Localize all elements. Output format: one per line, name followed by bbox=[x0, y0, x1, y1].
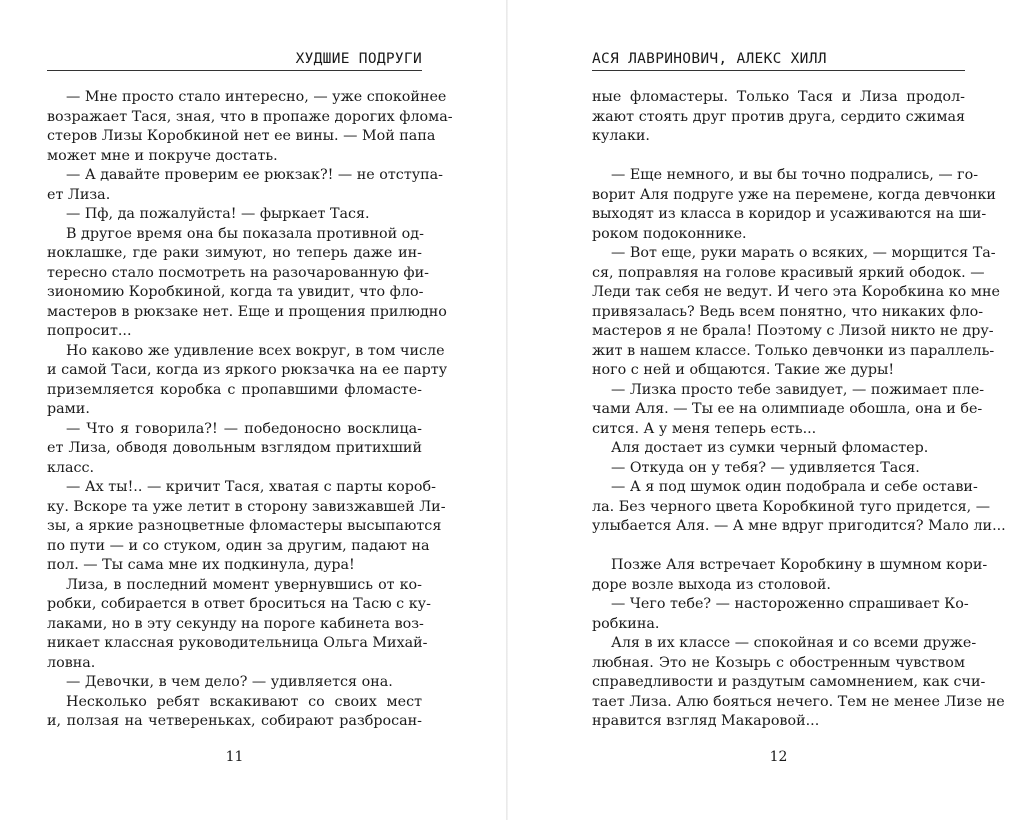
text-line: — Еще немного, и вы бы точно подрались, — го- bbox=[611, 167, 979, 183]
text-line: улыбается Аля. — А мне вдруг пригодится? Мало ли... bbox=[592, 518, 1006, 534]
text-line: ноклашке, где раки зимуют, но теперь даже ин- bbox=[47, 245, 422, 261]
text-line: Аля достает из сумки черный фломастер. bbox=[611, 440, 929, 456]
text-line: привязалась? Ведь всем понятно, что никаких фло- bbox=[592, 303, 984, 320]
text-line: — Пф, да пожалуйста! — фыркает Тася. bbox=[66, 206, 370, 222]
right-page-text bbox=[592, 88, 1006, 732]
text-line: справедливости и раздутым самомнением, как счи- bbox=[592, 674, 986, 690]
running-head-right: АСЯ ЛАВРИНОВИЧ, АЛЕКС ХИЛЛ bbox=[592, 50, 965, 71]
text-line: класс. bbox=[47, 459, 95, 476]
text-line: робки, собирается в ответ броситься на Тасю с ку- bbox=[47, 596, 431, 612]
text-line: по пути — и со стуком, один за другим, падают на bbox=[47, 537, 430, 554]
text-line: чами Аля. — Ты ее на олимпиаде обошла, она и бе- bbox=[592, 401, 983, 417]
text-line: ные фломастеры. Только Тася и Лиза продол- bbox=[592, 89, 965, 105]
text-line: робкина. bbox=[592, 615, 660, 632]
text-line: кулаки. bbox=[592, 128, 650, 144]
text-line: Леди так себя не ведут. И чего эта Коробкина ко мне bbox=[592, 284, 1000, 300]
text-line: — Ах ты!.. — кричит Тася, хватая с парты короб- bbox=[66, 479, 436, 495]
text-line: и самой Таси, когда из яркого рюкзачка на ее парту bbox=[47, 362, 448, 378]
text-line: мастеров я не брала! Поэтому с Лизой никто не дру- bbox=[592, 323, 994, 339]
text-line: выходят из класса в коридор и усаживаются на ши- bbox=[592, 206, 987, 222]
page-number-left: 11 bbox=[225, 749, 244, 765]
text-line: доре возле выхода из столовой. bbox=[592, 576, 831, 593]
text-line: ного с ней и общаются. Такие же дуры! bbox=[592, 362, 895, 378]
text-line: никает классная руководительница Ольга Михай- bbox=[47, 635, 428, 651]
text-line: приземляется коробка с пропавшими фломасте- bbox=[47, 381, 422, 398]
text-line: лаками, но в эту секунду на пороге кабинета воз- bbox=[47, 615, 424, 632]
text-line: ла. Без черного цвета Коробкиной туго придется, — bbox=[592, 498, 991, 515]
text-line: мастеров в рюкзаке нет. Еще и прощения прилюдно bbox=[47, 303, 447, 320]
book-gutter bbox=[506, 0, 508, 820]
text-line: возражает Тася, зная, что в пропаже дорогих флома- bbox=[47, 108, 453, 125]
text-line: Но каково же удивление всех вокруг, в том числе bbox=[66, 342, 445, 359]
text-line: — Вот еще, руки марать о всяких, — морщится Та- bbox=[611, 245, 996, 261]
text-line: Позже Аля встречает Коробкину в шумном кори- bbox=[611, 557, 988, 573]
text-line: нравится взгляд Макаровой... bbox=[592, 713, 820, 729]
left-page-text bbox=[47, 88, 453, 732]
page-number-right: 12 bbox=[769, 749, 788, 765]
text-line: ет Лиза. bbox=[47, 186, 111, 203]
text-line: ку. Вскоре та уже летит в сторону завизжавшей Ли- bbox=[47, 498, 446, 515]
text-line: — Девочки, в чем дело? — удивляется она. bbox=[66, 674, 393, 690]
text-line: ловна. bbox=[47, 654, 96, 671]
text-line: зы, а яркие разноцветные фломастеры высыпаются bbox=[47, 518, 442, 534]
running-head-left: ХУДШИЕ ПОДРУГИ bbox=[47, 50, 422, 71]
text-line: ся, поправляя на голове красивый яркий ободок. — bbox=[592, 264, 985, 281]
text-line: попросит... bbox=[47, 323, 132, 339]
left-page bbox=[47, 0, 453, 820]
right-page bbox=[592, 0, 1006, 820]
text-line: стеров Лизы Коробкиной нет ее вины. — Мой папа bbox=[47, 128, 436, 144]
text-line: любная. Это не Козырь с обостренным чувством bbox=[592, 654, 965, 671]
text-line: сится. А у меня теперь есть... bbox=[592, 420, 817, 437]
text-line: — Что я говорила?! — победоносно восклица- bbox=[66, 420, 422, 437]
text-line: зиономию Коробкиной, когда та увидит, что фло- bbox=[47, 284, 424, 300]
text-line: — Откуда он у тебя? — удивляется Тася. bbox=[611, 459, 920, 476]
text-line: рами. bbox=[47, 401, 90, 417]
text-line: роком подоконнике. bbox=[592, 225, 747, 242]
text-line: — Чего тебе? — настороженно спрашивает Ко- bbox=[611, 596, 969, 612]
text-line: и, ползая на четвереньках, собирают разбросан- bbox=[47, 713, 422, 729]
text-line: — Лизка просто тебе завидует, — пожимает пле- bbox=[611, 381, 985, 398]
text-line: — А давайте проверим ее рюкзак?! — не отступа- bbox=[66, 167, 444, 183]
text-line: Несколько ребят вскакивают со своих мест bbox=[66, 693, 422, 710]
text-line: ет Лиза, обводя довольным взглядом притихший bbox=[47, 440, 422, 456]
text-line: В другое время она бы показала противной од- bbox=[66, 225, 424, 242]
text-line: жают стоять друг против друга, сердито сжимая bbox=[592, 108, 965, 125]
text-line: — А я под шумок один подобрала и себе остави- bbox=[611, 479, 978, 495]
text-line: тересно стало посмотреть на разочарованную фи- bbox=[47, 264, 429, 281]
text-line: ворит Аля подруге уже на перемене, когда девчонки bbox=[592, 186, 996, 203]
text-line: тает Лиза. Алю бояться нечего. Тем не менее Лизе не bbox=[592, 693, 1005, 710]
text-line: — Мне просто стало интересно, — уже спокойнее bbox=[66, 89, 447, 105]
text-line: пол. — Ты сама мне их подкинула, дура! bbox=[47, 557, 355, 573]
text-line: может мне и покруче достать. bbox=[47, 147, 278, 164]
text-line: Лиза, в последний момент увернувшись от ко- bbox=[66, 576, 422, 593]
text-line: Аля в их классе — спокойная и со всеми друже- bbox=[611, 635, 977, 651]
text-line: жит в нашем классе. Только девчонки из параллель- bbox=[592, 342, 995, 359]
